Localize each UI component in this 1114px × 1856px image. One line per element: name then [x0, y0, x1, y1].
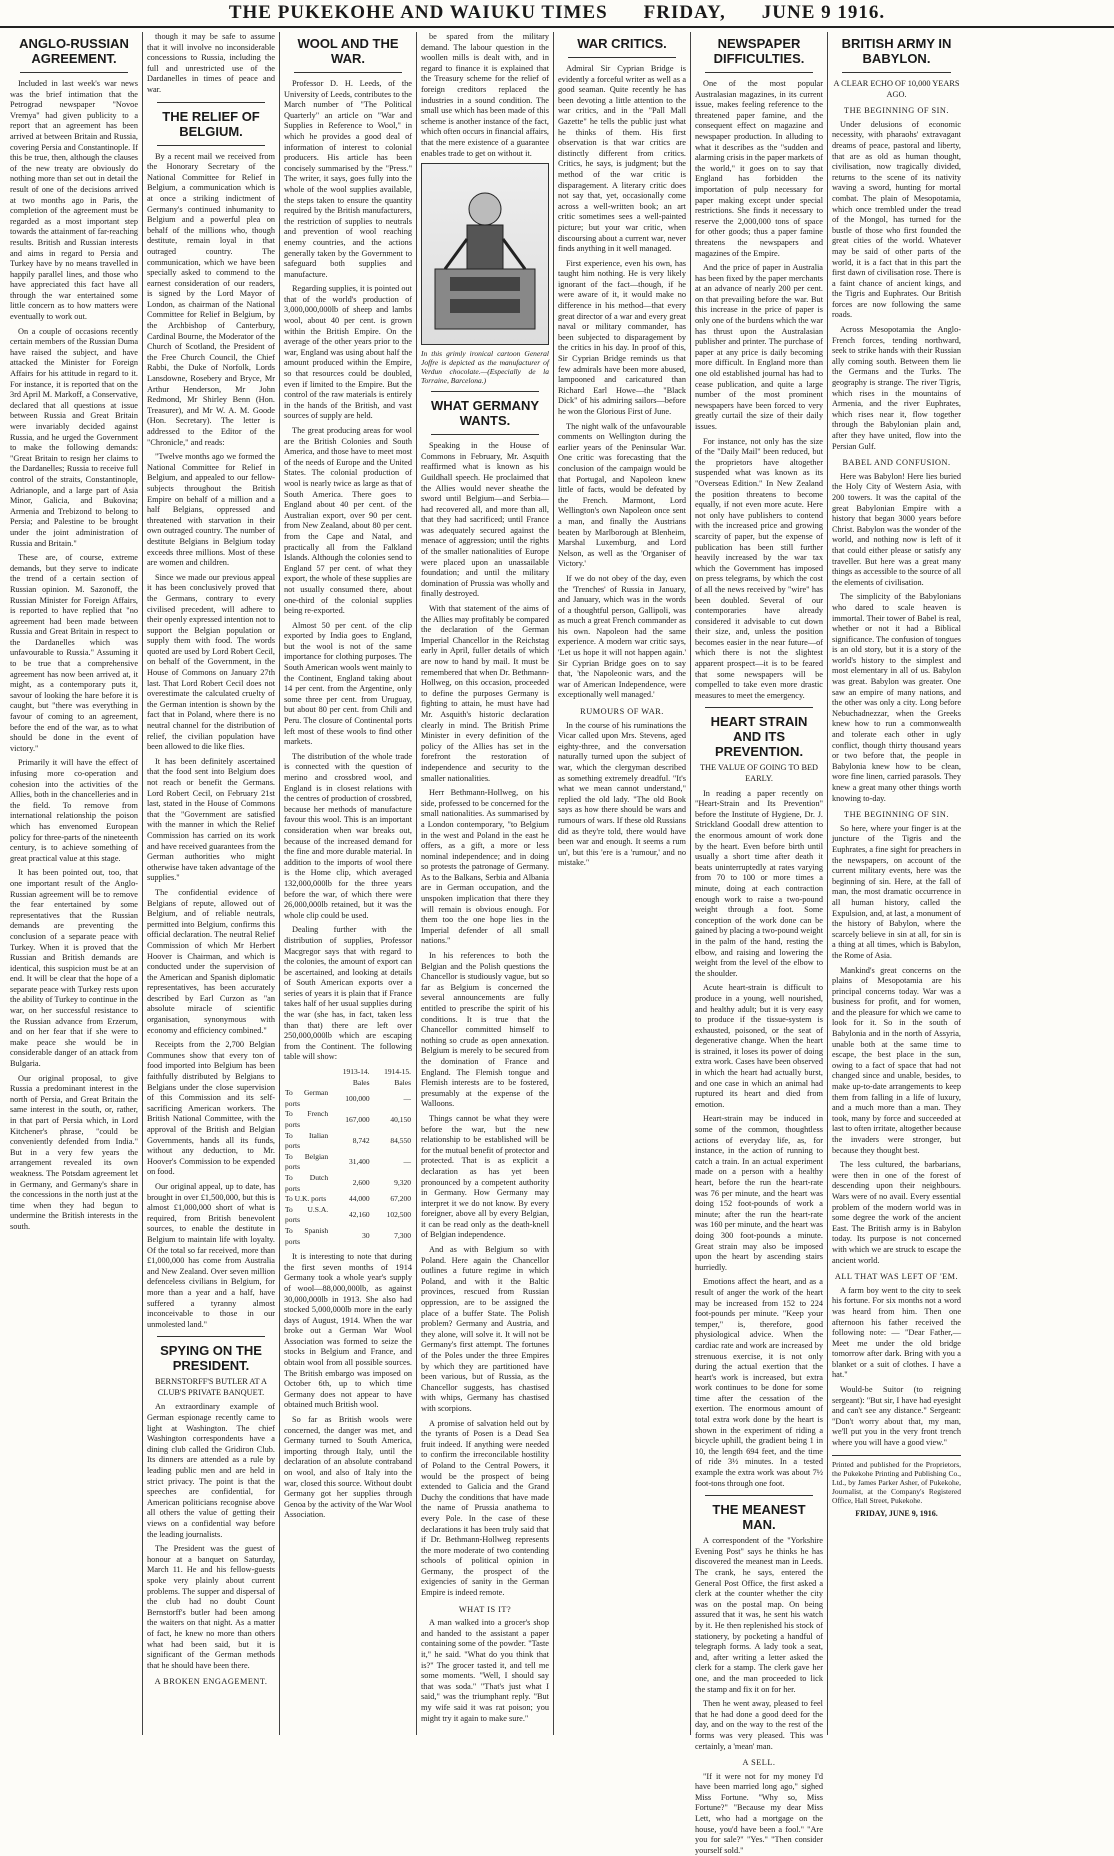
- table-cell: 42,160: [348, 1210, 370, 1220]
- paragraph: Here was Babylon! Here lies buried the Holy City of Western Asia, with 200 towers. It was the capital of the great Babylonian Empire with a history that began 3000 years before Christ. Babylon was the wonder of the world, and nothing now is left of it that could either please or satisfy any traveller. But here was a great many things as accessible to the source of all the elements of civilisation.: [832, 471, 961, 587]
- subhead-a-sell: A SELL.: [742, 1758, 776, 1768]
- table-header-cell: [284, 1067, 329, 1088]
- paragraph: So far as British wools were concerned, the danger was met, and Germany turned to South America, importing through Italy, until the declaration of an absolute contraband on wool, and also of Italy into the war, closed this source. Without doubt Germany got her supplies through Genoa by the activity of the War Wool Association.: [284, 1415, 412, 1520]
- column-2: [143, 32, 280, 1735]
- paragraph: First experience, even his own, has taught him nothing. He is very likely ignorant of the fact—though, if he were aware of it, it would make no difference in his method—that every great director of a war and every great naval or military commander, has been subjected to disparagement by the critics in his day. In proof of this, Sir Cyprian Bridge reminds us that few admirals have been more abused, lampooned and caricatured than Richard Earl Howe—the "Black Dick" of his admiring sailors—before he won the Glorious First of June.: [558, 258, 686, 416]
- wool-export-table: [284, 1067, 412, 1247]
- table-row: [284, 1088, 412, 1109]
- headline-spying: SPYING ON THE PRESIDENT.: [160, 1343, 262, 1374]
- section-heading: BABEL AND CONFUSION.: [842, 458, 951, 468]
- paragraph: An extraordinary example of German espionage recently came to light at Washington. The chief Washington correspondents have a dining club called the Gridiron Club. Its dinners are attended as a rule by leading public men and are held in strict privacy. The point is that the speeches are confidential, for American politicians recognise above all others the value of getting their views on a confidential way before the leading journalists.: [147, 1402, 275, 1539]
- headline-belgium: THE RELIEF OF BELGIUM.: [162, 108, 260, 139]
- table-cell: To Italian ports: [285, 1130, 329, 1151]
- page-columns: [0, 28, 1114, 1855]
- rule: [842, 72, 951, 73]
- table-cell: To Belgian ports: [285, 1151, 329, 1172]
- paragraph: Mankind's great concerns on the plains of Mesopotamia are his principal concerns today. War was a business for profit, and for women, and the pleasure for which we came to look for it. So in the south of Babylonia and in the north of Assyria, unable both at the same time to escape, the best place in the sun, owing to a fact of space that had not changed since and unable, besides, to make up-to-date arrangements to keep them from falling in a life of luxury, and a much more than a man. They took, many by force and succeeded at last to often irritate, altogether because the invaders were stronger, but because they thought best.: [832, 965, 962, 1155]
- masthead-date: JUNE 9 1916.: [761, 2, 886, 23]
- table-cell: To Spanish ports: [285, 1225, 329, 1246]
- rule: [431, 391, 539, 392]
- table-header-row: [284, 1067, 412, 1088]
- table-cell: 8,742: [352, 1135, 370, 1145]
- table-cell: 102,500: [386, 1210, 411, 1220]
- rule: [157, 1336, 265, 1337]
- rule: [294, 72, 402, 73]
- table-cell: —: [403, 1093, 411, 1103]
- rule: [705, 72, 813, 73]
- paragraph: And as with Belgium so with Poland. Here again the Chancellor outlines a future regime in which Poland, and with it the Baltic provinces, rescued from Russian oppression, are to be assigned the place of a buffer State. The Polish problem? Germany and Austria, and they alone, will solve it. It will not be Germany's first attempt. The fortunes of the Poles under the three Empires by which they are partitioned have been various, but of Russia, as the Chancellor suggests, has chastised with whips, Germany has chastised with scorpions.: [421, 1245, 549, 1413]
- paragraph: The President was the guest of honour at a banquet on Saturday, March 11. He and his fellow-guests spoke very plainly about current problems. The supper and dispersal of the club had no doubt Count Bernstorff's butler had been among the waiters on that night. As a matter of fact, he knew no more than others what had been said, but it is significant of the German methods that he should have been there.: [147, 1544, 275, 1670]
- table-cell: To French ports: [285, 1109, 329, 1129]
- paragraph: One of the most popular Australasian magazines, in its current issue, makes feeling reference to the threatened paper famine, and the consequent effect on magazine and newspaper production. In alluding to what it describes as the "sudden and alarming crisis in the paper markets of the world," it goes on to say that England has forbidden the importation of pulp necessary for paper making except under special restrictions. She finds it necessary to reserve the 2,000,000 tons of space for other goods; thus a paper famine threatens the newspapers and magazines of the Empire.: [695, 79, 823, 258]
- column-4: [417, 32, 554, 1735]
- subhead-babylon: A CLEAR ECHO OF 10,000 YEARS AGO.: [833, 79, 960, 99]
- paragraph: Would-be Suitor (to reigning sergeant): "But sir, I have had eyesight and can't see any distance." Sergeant: "Don't worry about that, my man, we'll put you in the very front trench where you will have a good view.": [832, 1385, 961, 1448]
- table-cell: 84,550: [390, 1135, 411, 1145]
- rule: [20, 72, 128, 73]
- paragraph: The confidential evidence of Belgians of repute, allowed out of Belgium, and of reliable neutrals, permitted into Belgium, confirms this official declaration. The neutral Relief Commission of which Mr Herbert Hoover is Chairman, and which is conducted under the supervision of the American and Spanish diplomatic representatives, has been accurately described by Earl Curzon as "an absolute miracle of scientific organisation, synonymous with economy and efficiency combined.": [147, 887, 275, 1035]
- paragraph: The less cultured, the barbarians, were then in one of the forest of descending upon their neighbours. Wars were of no avail. Every essential problem of the modern world was in some degree the work of the ancient East. The British army is in Babylon today. Its purpose is not concerned with which we are struck to escape the ancient world.: [832, 1160, 961, 1265]
- paragraph: The night walk of the unfavourable comments on Wellington during the earlier years of the Peninsular War. One critic was forecasting that the conclusion of the campaign would be that Portugal, and Napoleon knew little of facts, would be defeated by the French. Marmont, Lord Wellington's own Napoleon once sent a man, and finally the Austrians beaten by Marlborough at Blenheim, Marshal Luxemburg, and Lord Nelson, as well as the 'Organiser of Victory.': [558, 421, 686, 569]
- headline-war-critics: WAR CRITICS.: [577, 36, 667, 51]
- paragraph: though it may be safe to assume that it will involve no inconsiderable concessions to Russia, including the full and unrestricted use of the Dardanelles in times of peace and war.: [147, 32, 275, 94]
- column-7: [828, 32, 965, 1735]
- subhead-spying: BERNSTORFF'S BUTLER AT A CLUB'S PRIVATE BANQUET.: [154, 1377, 268, 1397]
- table-cell: 40,150: [390, 1114, 411, 1124]
- masthead: [0, 0, 1114, 28]
- paragraph: Herr Bethmann-Hollweg, on his side, professed to be concerned for the small nationalities. As summarised by a London contemporary, "to Belgium in the west and Poland in the east he offers, as a gift, a more or less nominal independence; and in doing so protests the patronage of Germany. As to the Balkans, Serbia and Albania are in German occupation, and the unspoken implication that there they will remain is obvious enough. For them too the one hope lies in the Imperial defender of all small nations.": [421, 788, 549, 946]
- headline-wool: WOOL AND THE WAR.: [297, 36, 399, 66]
- paragraph: In his references to both the Belgian and the Polish questions the Chancellor is studiously vague, but so far as Belgium is concerned the several announcements are fully entitled to prescribe the spirit of his conditions. It is true that the Chancellor committed himself to nothing so crude as open annexation. Belgium is merely to be secured from the domination of France and England. The Flemish tongue and Flemish interests are to be fostered, presumably at the expense of the Walloons.: [421, 951, 549, 1109]
- paragraph: The distribution of the whole trade is connected with the question of merino and crossbred wool, and England is in closest relations with the centres of production of crossbred, because her methods of manufacture favour this wool. This is an important consideration when war breaks out, because of the increased demand for the fine and more durable material. In addition to the imports of wool there is the Home clip, which averaged 132,000,000lb for the three years before the war, of which there were 26,000,000lb retained, but it was the whole clip could be used.: [284, 751, 412, 920]
- paragraph: Across Mesopotamia the Anglo-French forces, tending northward, seek to strike hands with their Russian ally coming south. Between them lie the Germans and the Turks. The geography is strange. The river Tigris, which rises in the mountains of Armenia, and the river Euphrates, which rises near it, flow together through the Babylonian plain and, after they have united, flow into the Persian Gulf.: [832, 325, 961, 451]
- paragraph: Admiral Sir Cyprian Bridge is evidently a forceful writer as well as a good seaman. Quite recently he has been devoting a little attention to the war critics, and in the "Pall Mall Gazette" he tells the public just what he thinks of them. His first observation is that war critics are distinctly different from critics. Critics, he says, is judgment; but the method of the war critic is disparagement. A literary critic does not say that, yet, occasionally come across a well-written book; an art critic sometimes sees a well-painted picture; but your war critic, when discoursing about a current war, never finds anything in it well managed.: [558, 64, 686, 254]
- table-cell: To German ports: [285, 1088, 329, 1108]
- subhead-heart-strain: THE VALUE OF GOING TO BED EARLY.: [699, 763, 819, 784]
- paragraph: With that statement of the aims of the Allies may profitably be compared the declaration of the German Imperial Chancellor in the Reichstag early in April, fuller details of which are now to hand by mail. It must be remembered that when Dr. Bethmann-Hollweg, on this occasion, proceeded to define the purposes Germany is fighting to attain, he must have had Mr. Asquith's historic declaration clearly in mind. The British Prime Minister in every definition of the policy of the Allies has set in the forefront the restoration of independence and security to the smaller nationalities.: [421, 604, 549, 783]
- table-cell: 30: [362, 1231, 370, 1241]
- paragraph: Speaking in the House of Commons in February, Mr. Asquith reaffirmed what is known as his Guildhall speech. He proclaimed that the Allies would never sheathe the sword until Belgium—and Serbia—had recovered all, and more than all, that they had sacrificed; until France was adequately secured against the menace of aggression; until the rights of the smaller nationalities of Europe were placed upon an unassailable foundation; and until the military domination of Prussia was wholly and finally destroyed.: [421, 441, 549, 599]
- rule: [431, 434, 539, 435]
- rule: [157, 102, 265, 103]
- paragraph: A man walked into a grocer's shop and handed to the assistant a paper containing some of the powder. "Taste it," he said. "What do you think that is?" The grocer tasted it, and tell me some moments. "Well, I should say that was soda." "That's just what I said," was the triumphant reply. "But my wife said it was rat poison; you might try it again to make sure.": [421, 1618, 549, 1723]
- rule: [705, 1495, 813, 1496]
- paragraph: For instance, not only has the size of the "Daily Mail" been reduced, but the proprietors have altogether suspended what was known as its "Overseas Edition." In New Zealand the position threatens to become equally, if not even more acute. Here not only have publishers to contend with the increased price and growing scarcity of paper, but the expense of publication has been still further heavily increased by the war tax which the Government has imposed on press telegrams, by which the cost of all the news received by "wire" has been doubled. Several of our contemporaries have already considered it advisable to cut down their size, and, unless the position becomes easier in the near future—of which there is not the slightest apparent prospect—it is to be feared that some newspapers will be compelled to take even more drastic measures to meet the emergency.: [695, 436, 823, 700]
- paragraph: In the course of his ruminations the Vicar called upon Mrs. Stevens, aged eighty-three, and the conversation naturally turned upon the subject of war, which the clergyman described as something extremely dreadful. "It's what we mean cannot understand," replied the old lady. "The old Book says as how there should be wars and rumours of wars. If these old Russians did as they're told, there would have been war and enough. It seems a rum un', but this 'ere is a 'rumour,' and no mistake.": [558, 720, 686, 868]
- paragraph: These are, of course, extreme demands, but they serve to indicate the trend of a certain section of Russian opinion. M. Sazonoff, the Russian Minister for Foreign Affairs, is reported to have replied that "no agreement had been made between Russia and Great Britain in respect to the Dardanelles which was unfavourable to Russia." Assuming it to be true that a comprehensive agreement has now been arrived at, it might, as a contemporary puts it, savour of looking the hare before it is caught, but "there was everything in favour of coming to an agreement, before the end of the war, as to what should be done in the event of victory.": [10, 553, 138, 753]
- section-heading: THE BEGINNING OF SIN.: [844, 106, 949, 116]
- paragraph: Receipts from the 2,700 Belgian Communes show that every ton of food imported into Belgium has been faithfully distributed by Belgians to Belgians under the close supervision of this Commission and its self-sacrificing American workers. The British National Committee, with the approval of the British and Belgian Governments, hands all its funds, without any deduction, to Mr. Hoover's Commission to be expended on food.: [147, 1040, 275, 1177]
- paragraph: On a couple of occasions recently certain members of the Russian Duma have raised the subject, and have attacked the Minister for Foreign Affairs for his attitude in regard to it. For instance, it is reported that on the 3rd April M. Markoff, a Conservative, declared that all questions at issue between Russia and Great Britain were invariably decided against Russia, and he urged the Government to make the following demands: "Great Britain to resign her claims to the Dardanelles; Russia to receive full control of the straits, Constantinople, Adrianople, and a large part of Asia Minor, Galicia, and Bukovina; Armenia and Trebizond to belong to Persia; and Palestine to be brought under the joint administration of Russia and Britain.": [10, 326, 138, 548]
- paragraph: A correspondent of the "Yorkshire Evening Post" says he thinks he has discovered the meanest man in Leeds. The crank, he says, entered the General Post Office, the first asked a clerk at the counter whether the city was on the postal map. On being assured that it was, he sent his watch by it. He then replenished his stock of stationery, by pocketing a handful of telegraph forms. A lady took a seat, and, after writing a letter asked the clerk for a stamp. The clerk gave her one, and the man proceeded to lick the stamp and fix it on for her.: [695, 1536, 823, 1694]
- masthead-title: THE PUKEKOHE AND WAIUKU TIMES: [228, 2, 608, 23]
- paragraph: Dealing further with the distribution of supplies, Professor Macgregor says that with regard to the colonies, the amount of export can be ascertained, and looking at details of South American exports over a series of years it is plain that if France takes half of her usual supplies during the war (she has, in fact, taken less than that) there are left over 250,000,000lb which are escaping from the Continent. The following table will show:: [284, 925, 412, 1062]
- cartoon-illustration: [421, 163, 549, 345]
- paragraph: Heart-strain may be induced in some of the common, thoughtless actions of everyday life, as, for instance, in the action of running to catch a train. In an actual experiment made on a person with a healthy heart, before the run the heart-rate was 76 per minute, and the heart was doing 152 foot-pounds of work a minute; after the run the heart-rate was 160 per minute, and the heart was doing 300 foot-pounds a minute. Great strain may also be imposed upon the heart by ascending stairs hurriedly.: [695, 1114, 823, 1272]
- paragraph: If we do not obey of the day, even the 'Trenches' of Russia in January, and January, which was in the words of a thoughtful person, Gallipoli, was as much a great French commander as his own. Napoleon had the same experience. A modern war critic says, 'Let us hope it will not happen again.' Sir Cyprian Bridge goes on to say that, 'the Napoleonic wars, and the war of American Independence, were exceptionally well managed.': [558, 573, 686, 700]
- paragraph: In reading a paper recently on "Heart-Strain and Its Prevention" before the Institute of Hygiene, Dr. J. Strickland Goodall drew attention to the enormous amount of work done by the heart. Even before birth until usually a short time after death it beats uninterruptedly at rates varying from 70 to 100 or more times a minute, doing at each contraction enough work to raise a two-pound weight through a foot. Some conception of the work done can be gained by placing a two-pound weight in the palm of the hand, resting the elbow, and raising and lowering the weight from the level of the elbow to the shoulder.: [695, 788, 823, 978]
- headline-babylon: BRITISH ARMY IN BABYLON.: [841, 36, 952, 66]
- column-6: [691, 32, 828, 1855]
- paragraph: Under delusions of economic necessity, with pharaohs' extravagant dreams of peace, pastoral and liberty, that are as old as human thought, civilisation, now tragically divided, returns to the scene of its nativity waving a sword, hunting for mortal combat. The plain of Mesopotamia, which once trembled under the tread of the Mongol, has turned for the bustle of those who first founded the great cities of the world. Whatever may be said of other parts of the world, it is a fact that in this part the first dawn of civilisation rose. There is a faint chance of ancient kings, and the Tigris and Euphrates. Our British forces are now following the same roads.: [832, 119, 961, 320]
- paragraph: be spared from the military demand. The labour question in the woollen mills is dealt with, and in regard to finance it is explained that the Treasury scheme for the relief of foreign creditors replaced the industries in a sound condition. The small use which has been made of this scheme is another instance of the fact, which often occurs in financial affairs, that the mere existence of a guarantee enables trade to get on without it.: [421, 32, 549, 158]
- paragraph: The great producing areas for wool are the British Colonies and South America, and those have to meet most of the needs of Europe and the United States. The colonial production of wool is nearly twice as large as that of South America. There goes to England about 40 per cent. of the Australian export, over 90 per cent. from New Zealand, about 80 per cent. from the Cape and Natal, and practically all from the Falkland Islands. Although the colonies send to England 57 per cent. of what they export, the whole of these supplies are not usually consumed there, about one-third of the colonial supplies being re-exported.: [284, 426, 412, 616]
- rule: [705, 707, 813, 708]
- table-header-cell: 1914-15. Bales: [384, 1067, 411, 1087]
- paragraph: Professor D. H. Leeds, of the University of Leeds, contributes to the March number of "The Political Quarterly" an article on "War and Supplies in Reference to Wool," in which he provides a good deal of information of interest to colonial producers. His article has been concisely summarised by the "Press." The writer, it says, goes fully into the whole of the wool supplies available, the steps taken to ensure the quantity required by the British manufacturers, the restriction of supplies to neutrals and prevention of wool reaching enemy countries, and the actions generally taken by the Government to safeguard both supplies and manufacture.: [284, 79, 412, 279]
- headline-anglo-russian: ANGLO-RUSSIAN AGREEMENT.: [19, 36, 129, 66]
- table-row: [284, 1205, 412, 1226]
- paragraph: Primarily it will have the effect of infusing more co-operation and cohesion into the activities of the Allies, both in the chancelleries and in the field. To remove from international relationship the poison which has envenomed European policy for three-parts of the nineteenth century, is to achieve something of great practical value at this stage.: [10, 758, 138, 863]
- table-cell: 9,320: [394, 1178, 411, 1188]
- masthead-day: FRIDAY,: [643, 2, 726, 23]
- paragraph: A promise of salvation held out by the tyrants of Posen is a Dead Sea fruit indeed. If anything were needed to confirm the irreconcilable hostility of Poland to the Central Powers, it would be the prospect of being extended to Galicia and the Grand Duchy the conditions that have made the name of Prussia anathema to every Pole. In the case of these declarations it has been truly said that if Dr. Bethmann-Hollweg represents the more moderate of two contending schools of political opinion in Germany, the prospect of the exigencies of sanity in the German Empire is indeed remote.: [421, 1418, 549, 1598]
- cartoon-caption: In this grimly ironical cartoon General Joffre is depicted as the manufacturer of Verdun chocolate.—(Especially de la Torraine, Barcelona.): [421, 349, 549, 386]
- table-cell: 2,600: [352, 1178, 370, 1188]
- cartoon-figure-icon: [425, 169, 545, 339]
- table-row: [284, 1109, 412, 1130]
- rule: [157, 145, 265, 146]
- paragraph: "If it were not for my money I'd have been married long ago," sighed Miss Fortune. "Why so, Miss Fortune?" "Because my dear Miss Lett, who had a mortgage on the house, you'd have been a fool." "Are you for sale?" "Yes." "Then consider yourself sold.": [695, 1771, 823, 1855]
- headline-newspaper-difficulties: NEWSPAPER DIFFICULTIES.: [713, 36, 805, 66]
- table-row: [284, 1194, 412, 1205]
- table-cell: 67,200: [390, 1194, 411, 1204]
- paragraph: Emotions affect the heart, and as a result of anger the work of the heart may be increased from 152 to 224 foot-pounds per minute. "Keep your temper," is, therefore, good physiological advice. When the cardiac rate and work are increased by strenuous exercise, it is not only during the actual exertion that the heart's work is increased, but extra work continues to be done for some time after the cessation of the exertion. The enormous amount of total extra work done by the heart is shown in the experiment of riding a bicycle uphill, the gradient being 1 in 10, the length 694 feet, and the time of ride 3½ minutes. In a tested example the extra work was about 7½ foot-tons through one foot.: [695, 1277, 823, 1488]
- paragraph: Since we made our previous appeal it has been conclusively proved that the Germans, contrary to every civilised precedent, will adhere to their openly expressed intention not to support the Belgian population or supply them with food. The words quoted are used by Lord Robert Cecil, on behalf of the Government, in the House of Commons on January 27th last. That Lord Robert Cecil does not overestimate the calculated cruelty of the German intention is shown by the fact that in Poland, where there is no neutral channel for the distribution of relief, the civilian population have been allowed to die like flies.: [147, 572, 275, 752]
- paragraph: The simplicity of the Babylonians who dared to scale heaven is immortal. Their tower of Babel is real, whether or not it had a Biblical significance. The confusion of tongues is an old story, but it is a story of the world's history to the simplest and most elementary in all of us. Babylon was great. Babylon was greater. One saw an empire of many nations, and the other was only a city. Long before Nebuchadnezzar, when the Greeks knew how to run a commonwealth and tolerate each other in ugly conflict, though thirty thousand years or two before that, the people in Babylonia knew how to be clean, wore fine linen, carried parasols. They knew a great many other things worth knowing to-day.: [832, 592, 961, 803]
- headline-meanest-man: THE MEANEST MAN.: [712, 1502, 806, 1533]
- paragraph: Our original appeal, up to date, has brought in over £1,500,000, but this is almost £1,000,000 short of what is required, from British benevolent sources, to enable the destitute in Belgium to maintain life with loyalty. Of the total so far received, more than £1,000,000 has come from Australia and New Zealand. Over seven million defenceless civilians in Belgium, for more than a year and a half, have suffered a tyranny almost inconceivable to those in our unmolested land.": [147, 1181, 275, 1329]
- table-cell: To U.K. ports: [285, 1194, 327, 1204]
- table-row: [284, 1152, 412, 1173]
- table-cell: 31,400: [348, 1157, 370, 1167]
- paragraph: Things cannot be what they were before the war, but the new relationship to be established will be for the mutual benefit of protector and protected. That is as explicit a declaration as has yet been pronounced by a competent authority in Germany. How Germany may interpret it we do not know. By every foreigner, above all by every Belgian, it can be read only as the death-knell of Belgian independence.: [421, 1113, 549, 1240]
- table-cell: 44,000: [348, 1194, 370, 1204]
- headline-what-germany-wants: WHAT GERMANY WANTS.: [430, 398, 540, 429]
- paragraph: It has been pointed out, too, that one important result of the Anglo-Russian agreement will be to remove the fear entertained by some representatives that the Russian demands are preventing the conclusion of a separate peace with Turkey. When it is proved that the Russian and British demands are identical, this suspicion must be at an end. It will be clear that the hope of a separate peace with Turkey rests upon the ability of Turkey to continue in the war, on her successful resistance to the Russian advance from Erzerum, and on her fear that if she were to make peace she would be in considerable danger of an attack from Bulgaria.: [10, 868, 138, 1069]
- paragraph: Acute heart-strain is difficult to produce in a young, well nourished, and healthy adult; but it is very easy to produce if the tissue-system is exhausted, poisoned, or the seat of degenerative change. When the heart is strained, it loses its power of doing extra work. Cases have been observed in which the heart had actually burst, and one case in which an animal had ruptured its heart and died from emotion.: [695, 983, 823, 1109]
- dateline: FRIDAY, JUNE 9, 1916.: [855, 1508, 938, 1518]
- paragraph: A farm boy went to the city to seek his fortune. For six months not a word was heard from him. Then one afternoon his father received the following note: — "Dear Father,—Meet me under the old bridge tomorrow after dark. Bring with you a blanket or a suit of clothes. I have a hat.": [832, 1285, 961, 1380]
- table-row: [284, 1226, 412, 1247]
- table-cell: 167,000: [345, 1114, 370, 1124]
- paragraph: "Twelve months ago we formed the National Committee for Relief in Belgium, and appealed to our fellow-subjects throughout the British Empire on behalf of a million and a half Belgians, oppressed and threatened with starvation in their own outraged country. The number of destitute Belgians in Belgium today exceeds three millions. Most of these are women and children.: [147, 452, 275, 568]
- subhead-rumours-of-war: RUMOURS OF WAR.: [580, 707, 664, 717]
- column-3: [280, 32, 417, 1735]
- section-heading: THE BEGINNING OF SIN.: [844, 810, 949, 820]
- table-header-cell: 1913-14. Bales: [342, 1067, 370, 1087]
- paragraph: It is interesting to note that during the first seven months of 1914 Germany took a whole year's supply of wool—88,000,000lb, as against 30,000,000lb in 1913. She also had stocked 5,000,000lb more in the early days of August, 1914. When the war broke out a German War Wool Association was formed to seize the stocks in Belgium and France, and obtain wool from all possible sources. The British embargo was imposed on October 6th, up to which time Germany does not appear to have obtained much British wool.: [284, 1252, 412, 1410]
- table-cell: 100,000: [345, 1093, 370, 1103]
- table-cell: To U.S.A. ports: [285, 1204, 329, 1225]
- paragraph: So here, where your finger is at the juncture of the Tigris and the Euphrates, a fine sight for preachers in the newspapers, on account of the current military events, here was the beginning of sin. Here, at the fall of man, the most dramatic occurrence in all human history, called the Expulsion, and, at last, a monument of the history of Babylon, where the scarcely believe in sin at all, for sin is a thing at all times, which is Babylon, the Rome of Asia.: [832, 823, 961, 960]
- paragraph: Regarding supplies, it is pointed out that of the world's production of 3,000,000,000lb of sheep and lambs wool, about 40 per cent. is grown within the British Empire. On the average of the other years prior to the war, England was using about half the amount produced within the Empire, so that resources could be doubled, even if limited to the Empire. But the control of the raw materials is entirely in the hands of the British, and vast sources of supply are held.: [284, 284, 412, 421]
- paragraph: Our original proposal, to give Russia a predominant interest in the north of Persia, and Great Britain the same interest in the south, or, rather, in that part of Persia which, in Lord Kitchener's phrase, "could be conveniently defended from India." But in a very few years the arrangement revealed its own weakness. The Potsdam agreement let in Germany, and Germany's share in the concessions in the north just at the time when they had begun to undermine the British interests in the south.: [10, 1073, 138, 1231]
- paragraph: And the price of paper in Australia has been fixed by the paper merchants at an advance of nearly 200 per cent. on that prevailing before the war. But this increase in the price of paper is only one of the burdens which the war has thrust upon the Australasian publisher and printer. The purchase of paper at any price is daily becoming more difficult. In England more than one old established journal has had to cease publication, and quite a large number of the most prominent newspapers have been forced to very greatly curtail the size of their daily issues.: [695, 263, 823, 431]
- paragraph: Then he went away, pleased to feel that he had done a good deed for the day, and on the way to the rest of the forms was very pleased. This was certainly, a 'mean' man.: [695, 1699, 823, 1751]
- paragraph: Almost 50 per cent. of the clip exported by India goes to England, but the wool is not of the same importance for clothing purposes. The South American wools went mainly to the Continent, England taking about 14 per cent. from the Argentine, only some three per cent. from Uruguay, but about 80 per cent. from Chili and Peru. The closure of Continental ports left most of these wools to find other markets.: [284, 620, 412, 747]
- table-cell: To Dutch ports: [285, 1172, 329, 1193]
- section-heading: ALL THAT WAS LEFT OF 'EM.: [834, 1272, 959, 1282]
- rule: [568, 57, 676, 58]
- subhead-broken-engagement: A BROKEN ENGAGEMENT.: [154, 1677, 268, 1687]
- paragraph: It has been definitely ascertained that the food sent into Belgium does not reach or benefit the Germans. Lord Robert Cecil, on February 21st last, stated in the House of Commons that the "Government are satisfied with the manner in which the Relief Commission has carried on its work and have received guarantees from the German authorities who might otherwise have taken advantage of the supplies.": [147, 756, 275, 883]
- imprint: Printed and published for the Proprietors, the Pukekohe Printing and Publishing Co., Ltd., by James Parker Asher, of Pukekohe, Journalist, at the Company's Registered Office, Hall Street, Pukekohe.: [832, 1455, 961, 1505]
- table-cell: —: [403, 1157, 411, 1167]
- headline-heart-strain: HEART STRAIN AND ITS PREVENTION.: [710, 714, 808, 760]
- table-row: [284, 1131, 412, 1152]
- subhead-what-is-it: WHAT IS IT?: [458, 1604, 512, 1614]
- paragraph: By a recent mail we received from the Honorary Secretary of the National Committee for Relief in Belgium, a communication which is at once a striking indictment of Germany's continued inhumanity to Belgium and a powerful plea on behalf of the millions who, though destitute, remain loyal in that outraged country. The communication, which we have been specially asked to commend to the earnest consideration of our readers, is signed by the Lord Mayor of London, as chairman of the National Committee for Relief in Belgium, by the Archbishop of Canterbury, Cardinal Bourne, the Moderator of the Church of Scotland, the President of the Free Church Council, the Chief Rabbi, the Duke of Norfolk, Lords Lansdowne, Rosebery and Bryce, Mr Arthur Henderson, Mr John Redmond, Mr Shirley Benn (Hon. Treasurer), and Mr W. A. M. Goode (Hon. Secretary). The letter is addressed to the Editor of the "Chronicle," and reads:: [147, 151, 275, 447]
- table-row: [284, 1173, 412, 1194]
- paragraph: Included in last week's war news was the brief intimation that the Petrograd newspaper "Novoe Vremya" had given publicity to a report that an agreement has been arrived at between Britain and Russia, covering Persia and Constantinople. If this be true, then, although the clauses of the new treaty are obviously do nothing more than set out in detail the result of one of the decisions arrived at two months ago in Paris, the completion of the agreement must be regarded as a most important step towards the attainment of far-reaching results. British and Russian interests and aims in regard to Persia and Turkey have by no means travelled in happily parallel lines, and those who have appreciated this fact have all through the war entertained some little concern as to how matters were eventually to work out.: [10, 79, 138, 322]
- column-1: [6, 32, 143, 1735]
- column-5: [554, 32, 691, 1735]
- table-cell: 7,300: [394, 1231, 411, 1241]
